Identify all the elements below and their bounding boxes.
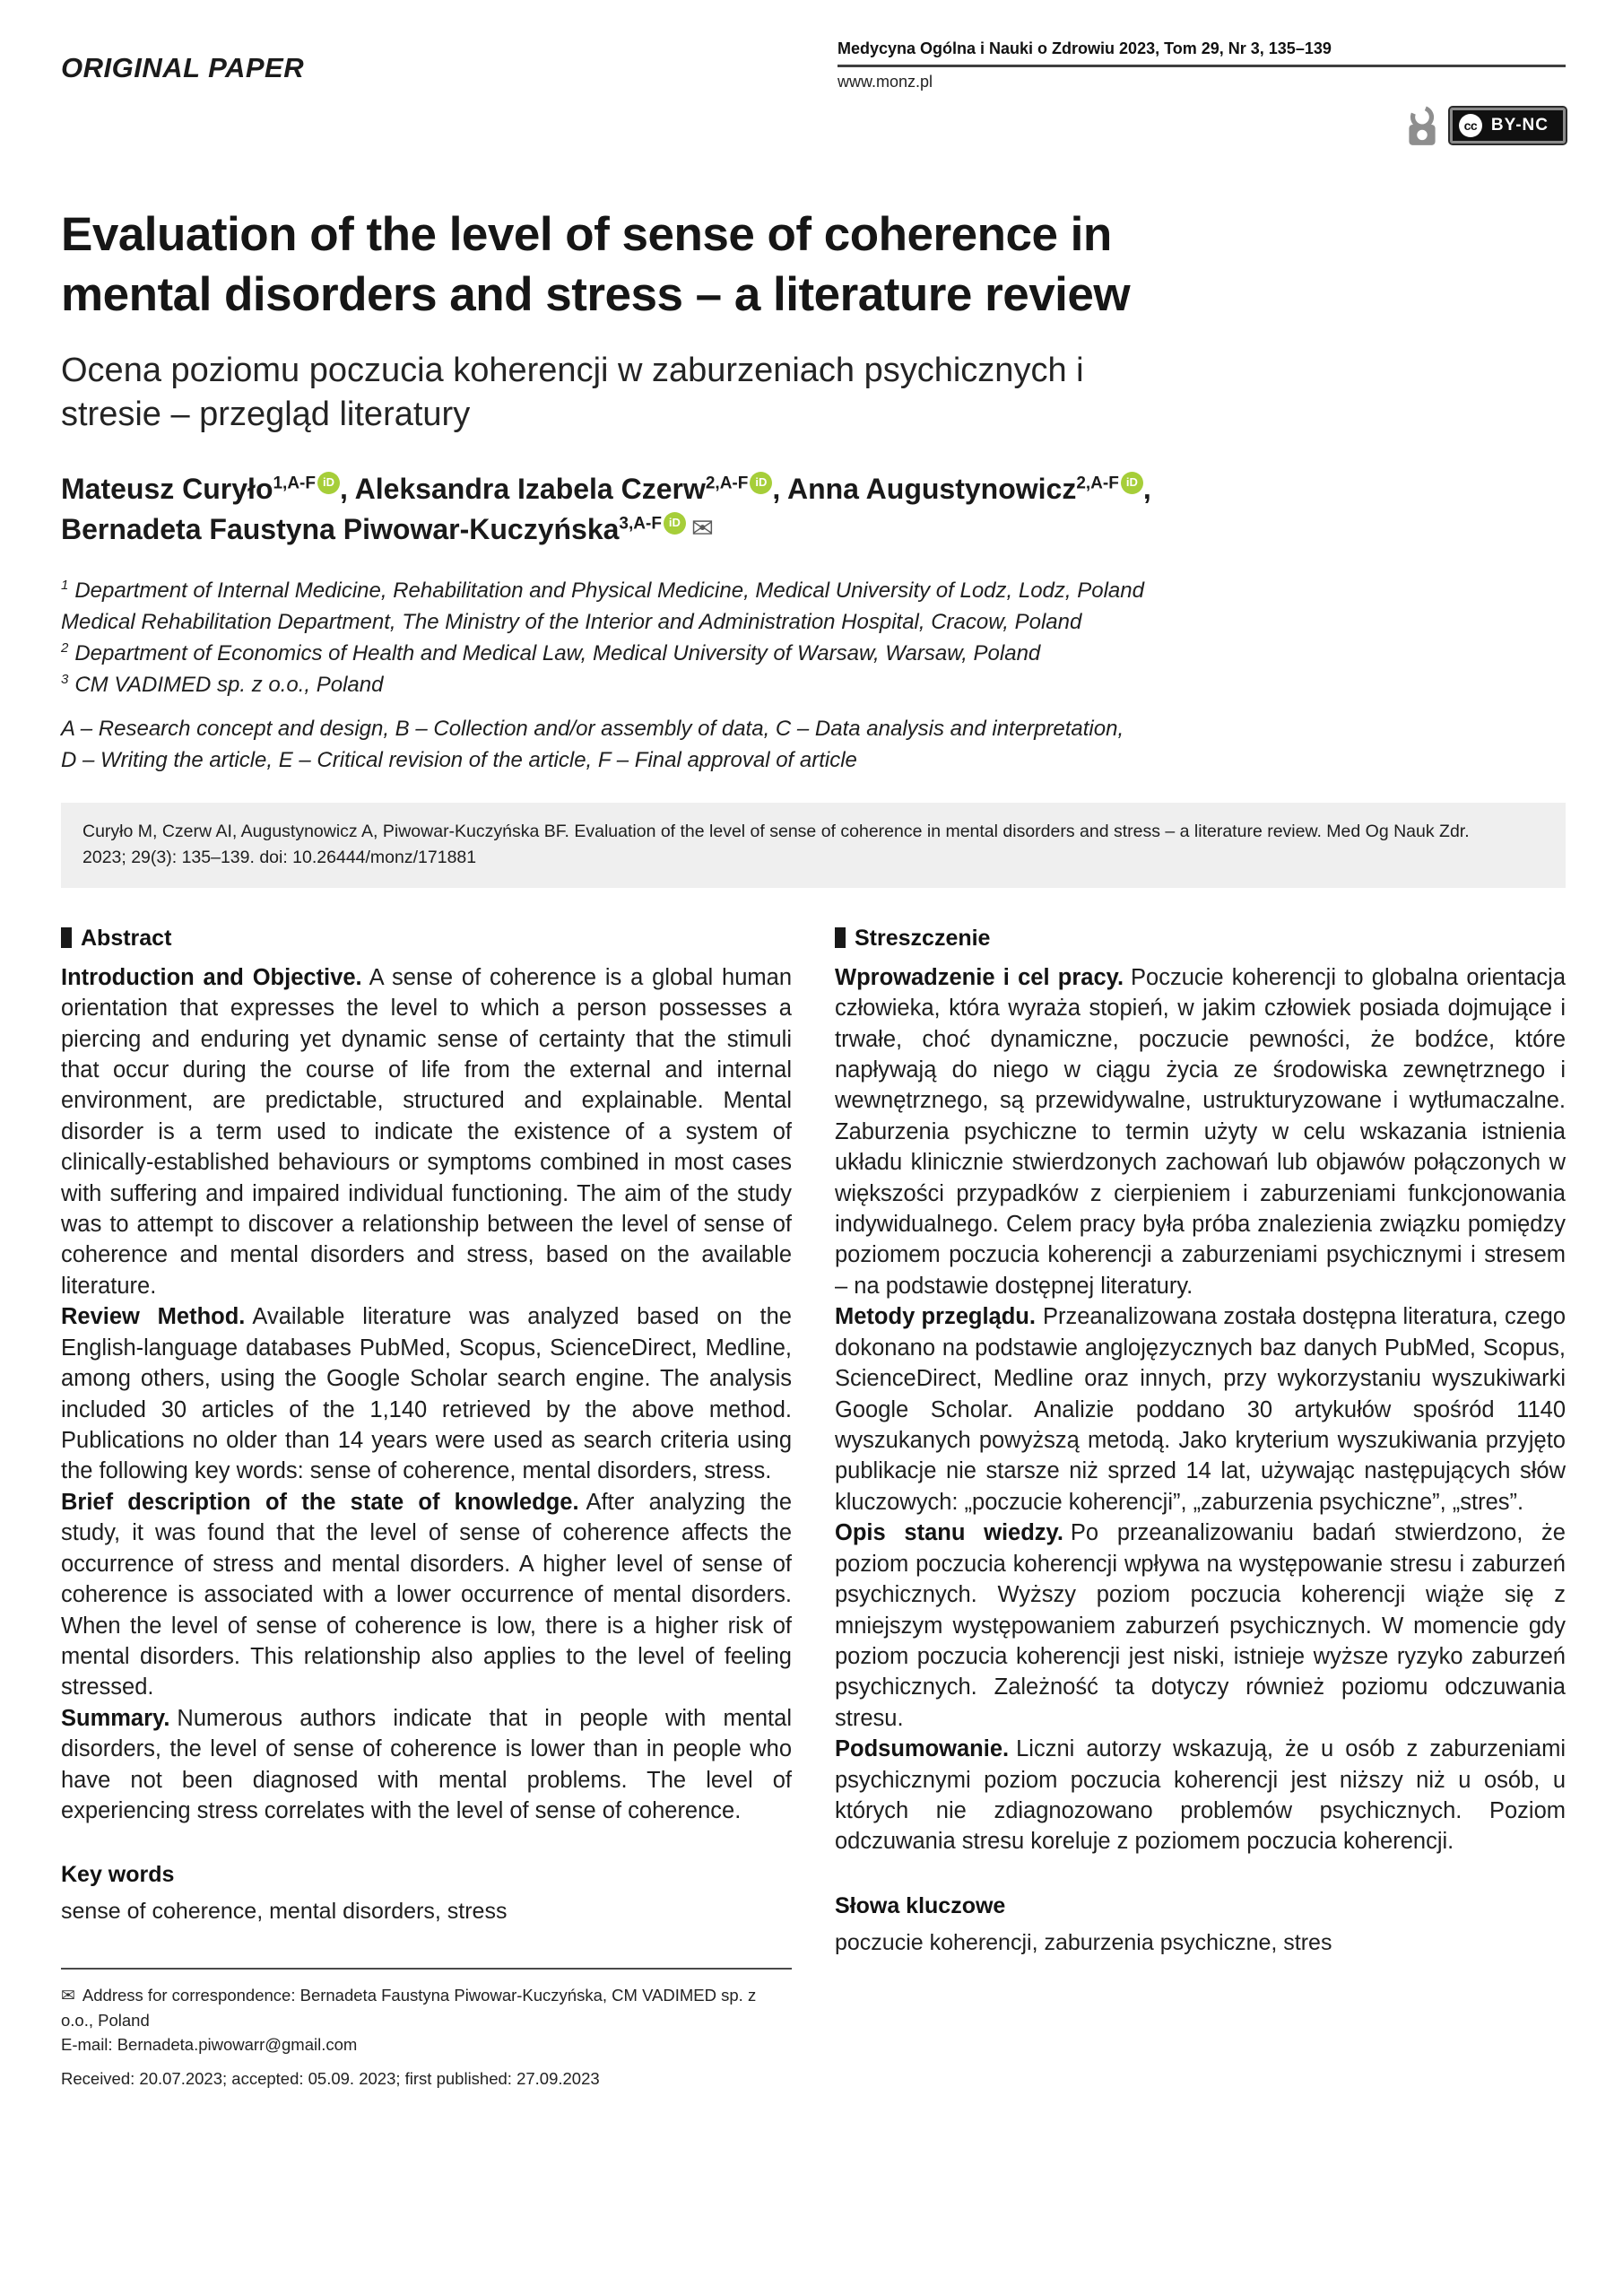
received-dates: Received: 20.07.2023; accepted: 05.09. 2023; first published: 27.09.2023 <box>61 2068 600 2088</box>
envelope-icon: ✉ <box>690 514 715 544</box>
affiliation-number: 1 <box>61 577 69 593</box>
orcid-label: iD <box>755 475 768 490</box>
keywords-text-polish: poczucie koherencji, zaburzenia psychiczne, stres <box>835 1929 1332 1955</box>
abstract-paragraph <box>61 1487 792 1703</box>
paragraph-text: Numerous authors indicate that in people with mental disorders, the level of sense of coherence is lower than in people who have not been diagnosed with mental problems. The level of experiencing stress correlates with the level of sense of coherence. <box>61 1705 792 1824</box>
author-contrib-sup: 3,A-F <box>619 514 662 534</box>
paragraph-text: Po przeanalizowaniu badań stwierdzono, że poziom poczucia koherencji wpływa na występowanie stresu i zaburzeń psychicznych. Wyższy poziom poczucia koherencji wiąże się z mniejszym występowaniem zaburzeń psychicznych. W momencie gdy poziom poczucia koherencji jest niski, istnieje wyższe ryzyko zaburzeń psychicznych. Zależność ta dotyczy również poziomu odczuwania stresu. <box>835 1520 1566 1731</box>
affiliation-line <box>61 638 1566 669</box>
paragraph-lead: Review Method. <box>61 1304 246 1330</box>
cc-by-nc-badge <box>1450 108 1566 144</box>
two-column-layout <box>61 926 1566 2092</box>
author-contrib-sup: 2,A-F <box>705 474 749 493</box>
paragraph-lead: Wprowadzenie i cel pracy. <box>835 964 1124 990</box>
journal-website: www.monz.pl <box>838 73 933 91</box>
article-title-polish: Ocena poziomu poczucia koherencji w zaburzeniach psychicznych i stresie – przegląd literatury <box>61 351 1084 433</box>
section-marker-icon <box>835 927 846 948</box>
affiliation-line <box>61 606 1566 638</box>
keywords-heading-polish: Słowa kluczowe <box>835 1892 1006 1918</box>
author-separator: , <box>772 473 787 506</box>
orcid-label: iD <box>322 475 334 490</box>
paragraph-text: Przeanalizowana została dostępna literatura, czego dokonano na podstawie anglojęzycznych baz danych PubMed, Scopus, ScienceDirect, Medline oraz innych, przy wykorzystaniu wyszukiwarki Google Scholar. Analizie poddano 30 artykułów spośród 1140 wyszukanych powyższą metodą. Jako kryterium wyszukiwania przyjęto publikacje nie starsze niż sprzed 14 lat, używając następujących słów kluczowych: „poczucie koherencji”, „zaburzenia psychiczne”, „stres”. <box>835 1304 1566 1515</box>
correspondence-text: Address for correspondence: Bernadeta Faustyna Piwowar-Kuczyńska, CM VADIMED sp. z o.o., Poland <box>61 1986 757 2031</box>
paragraph-text: Poczucie koherencji to globalna orientacja człowieka, która wyraża stopień, w jakim człowiek posiada dojmujące i trwałe, choć dynamiczne, poczucie pewności, że bodźce, które napływają do niego w ciągu życia ze środowiska zewnętrznego i wewnętrznego, są przewidywalne, ustrukturyzowane i wytłumaczalne. Zaburzenia psychiczne to termin użyty w celu wskazania istnienia układu klinicznie stwierdzonych zachowań lub objawów połączonych w większości przypadków z cierpieniem i zaburzeniami funkcjonowania indywidualnego. Celem pracy była próba znalezienia związku pomiędzy poziomem poczucia koherencji a zaburzeniami psychicznymi i stresem – na podstawie dostępnej literatury. <box>835 964 1567 1299</box>
paragraph-lead: Podsumowanie. <box>835 1736 1010 1762</box>
paragraph-lead: Opis stanu wiedzy. <box>835 1520 1063 1546</box>
paragraph-lead: Brief description of the state of knowledge. <box>61 1489 579 1515</box>
streszczenie-paragraph <box>835 1301 1566 1518</box>
paragraph-lead: Metody przeglądu. <box>835 1304 1036 1330</box>
author-name: Mateusz Curyło <box>61 473 273 506</box>
author-contrib-sup: 2,A-F <box>1076 474 1119 493</box>
author-name: Aleksandra Izabela Czerw <box>354 473 706 506</box>
header-divider <box>838 65 1566 67</box>
affiliation-number: 3 <box>61 672 69 688</box>
affiliation-text: CM VADIMED sp. z o.o., Poland <box>74 673 384 698</box>
author-contrib-sup: 1,A-F <box>273 474 316 493</box>
streszczenie-paragraph <box>835 962 1566 1302</box>
paragraph-text: After analyzing the study, it was found that the level of sense of coherence affects the occurrence of stress and mental disorders. A higher level of sense of coherence is associated with a lower occurrence of mental disorders. When the level of sense of coherence is low, there is a higher risk of mental disorders. This relationship also applies to the level of feeling stressed. <box>61 1489 792 1700</box>
paragraph-lead: Summary. <box>61 1705 170 1731</box>
author-line-2 <box>61 509 1566 550</box>
license-badges <box>838 104 1566 147</box>
envelope-icon: ✉ <box>61 1987 75 2006</box>
author <box>355 473 787 505</box>
affiliation-line <box>61 669 1566 700</box>
contribution-line: A – Research concept and design, B – Collection and/or assembly of data, C – Data analysis and interpretation, <box>61 717 1124 742</box>
license-label: BY-NC <box>1490 116 1549 135</box>
affiliation-text: Department of Internal Medicine, Rehabilitation and Physical Medicine, Medical University of Lodz, Lodz, Poland <box>74 578 1144 603</box>
orcid-label: iD <box>1125 475 1138 490</box>
orcid-icon <box>664 512 686 535</box>
abstract-paragraph <box>61 1301 792 1487</box>
paragraph-text: Liczni autorzy wskazują, że u osób z zaburzeniami psychicznymi poziom poczucia koherencji jest niższy niż u osób, u których nie zdiagnozowano problemów psychicznych. Poziom odczuwania stresu koreluje z poziomem poczucia koherencji. <box>835 1736 1566 1855</box>
orcid-icon <box>317 472 340 494</box>
orcid-label: iD <box>668 516 681 530</box>
orcid-icon <box>1121 472 1143 494</box>
abstract-heading <box>61 926 792 952</box>
author <box>787 473 1151 505</box>
keywords-text: sense of coherence, mental disorders, stress <box>61 1899 508 1925</box>
citation-text: Curyło M, Czerw AI, Augustynowicz A, Piwowar-Kuczyńska BF. Evaluation of the level of sense of coherence in mental disorders and stress – a literature review. Med Og Nauk Zdr. 2023; 29(3): 135–139. doi: 10.26444/monz/171881 <box>82 822 1470 868</box>
streszczenie-heading-label: Streszczenie <box>855 925 991 951</box>
affiliation-text: Medical Rehabilitation Department, The Ministry of the Interior and Administration Hospital, Cracow, Poland <box>61 610 1082 634</box>
journal-info <box>838 39 1566 147</box>
correspondence-email: E-mail: Bernadeta.piwowarr@gmail.com <box>61 2034 358 2054</box>
keywords-heading: Key words <box>61 1862 175 1888</box>
authors-block <box>61 469 1566 550</box>
paragraph-lead: Introduction and Objective. <box>61 964 362 990</box>
streszczenie-paragraph <box>835 1518 1566 1734</box>
orcid-icon <box>750 472 772 494</box>
article-title: Evaluation of the level of sense of coherence in mental disorders and stress – a literature review <box>61 208 1131 322</box>
journal-citation-line: Medycyna Ogólna i Nauki o Zdrowiu 2023, Tom 29, Nr 3, 135–139 <box>838 39 1332 57</box>
affiliation-number: 2 <box>61 640 69 657</box>
author-line-1 <box>61 469 1566 509</box>
streszczenie-heading <box>835 926 1566 952</box>
contribution-line: D – Writing the article, E – Critical revision of the article, F – Final approval of article <box>61 748 857 773</box>
abstract-heading-label: Abstract <box>81 925 172 951</box>
author <box>61 473 355 505</box>
affiliations-block <box>61 575 1566 700</box>
abstract-paragraph <box>61 962 792 1302</box>
author-name: Bernadeta Faustyna Piwowar-Kuczyńska <box>61 513 620 546</box>
author-separator: , <box>339 473 355 506</box>
affiliation-line <box>61 575 1566 606</box>
affiliation-text: Department of Economics of Health and Medical Law, Medical University of Warsaw, Warsaw, Poland <box>74 641 1041 666</box>
paper-category-label: ORIGINAL PAPER <box>61 52 305 83</box>
streszczenie-column <box>835 926 1566 2092</box>
citation-box <box>61 803 1566 888</box>
paragraph-text: A sense of coherence is a global human orientation that expresses the level to which a person possesses a piercing and enduring yet dynamic sense of certainty that the stimuli that occur during the course of life from the external and internal environment, are predictable, structured and explainable. Mental disorder is a term used to indicate the existence of a system of clinically-established behaviours or symptoms combined in most cases with suffering and impaired individual functioning. The aim of the study was to attempt to discover a relationship between the level of sense of coherence and mental disorders and stress, based on the available literature. <box>61 964 792 1299</box>
open-access-icon <box>1405 104 1439 147</box>
streszczenie-paragraph <box>835 1734 1566 1857</box>
masthead <box>61 39 1566 147</box>
author <box>61 513 714 545</box>
author-contributions <box>61 713 1566 776</box>
cc-icon: cc <box>1459 114 1482 137</box>
author-separator: , <box>1142 473 1151 506</box>
paragraph-text: Available literature was analyzed based on the English-language databases PubMed, Scopus, ScienceDirect, Medline, among others, using the Google Scholar search engine. The analysis included 30 articles of the 1,140 retrieved by the above method. Publications no older than 14 years were used as search criteria using the following key words: sense of coherence, mental disorders, stress. <box>61 1304 792 1484</box>
footnote-divider <box>61 1968 792 1970</box>
section-marker-icon <box>61 927 72 948</box>
abstract-paragraph <box>61 1703 792 1827</box>
author-name: Anna Augustynowicz <box>786 473 1077 506</box>
correspondence-line <box>61 1984 792 2032</box>
abstract-column <box>61 926 792 2092</box>
